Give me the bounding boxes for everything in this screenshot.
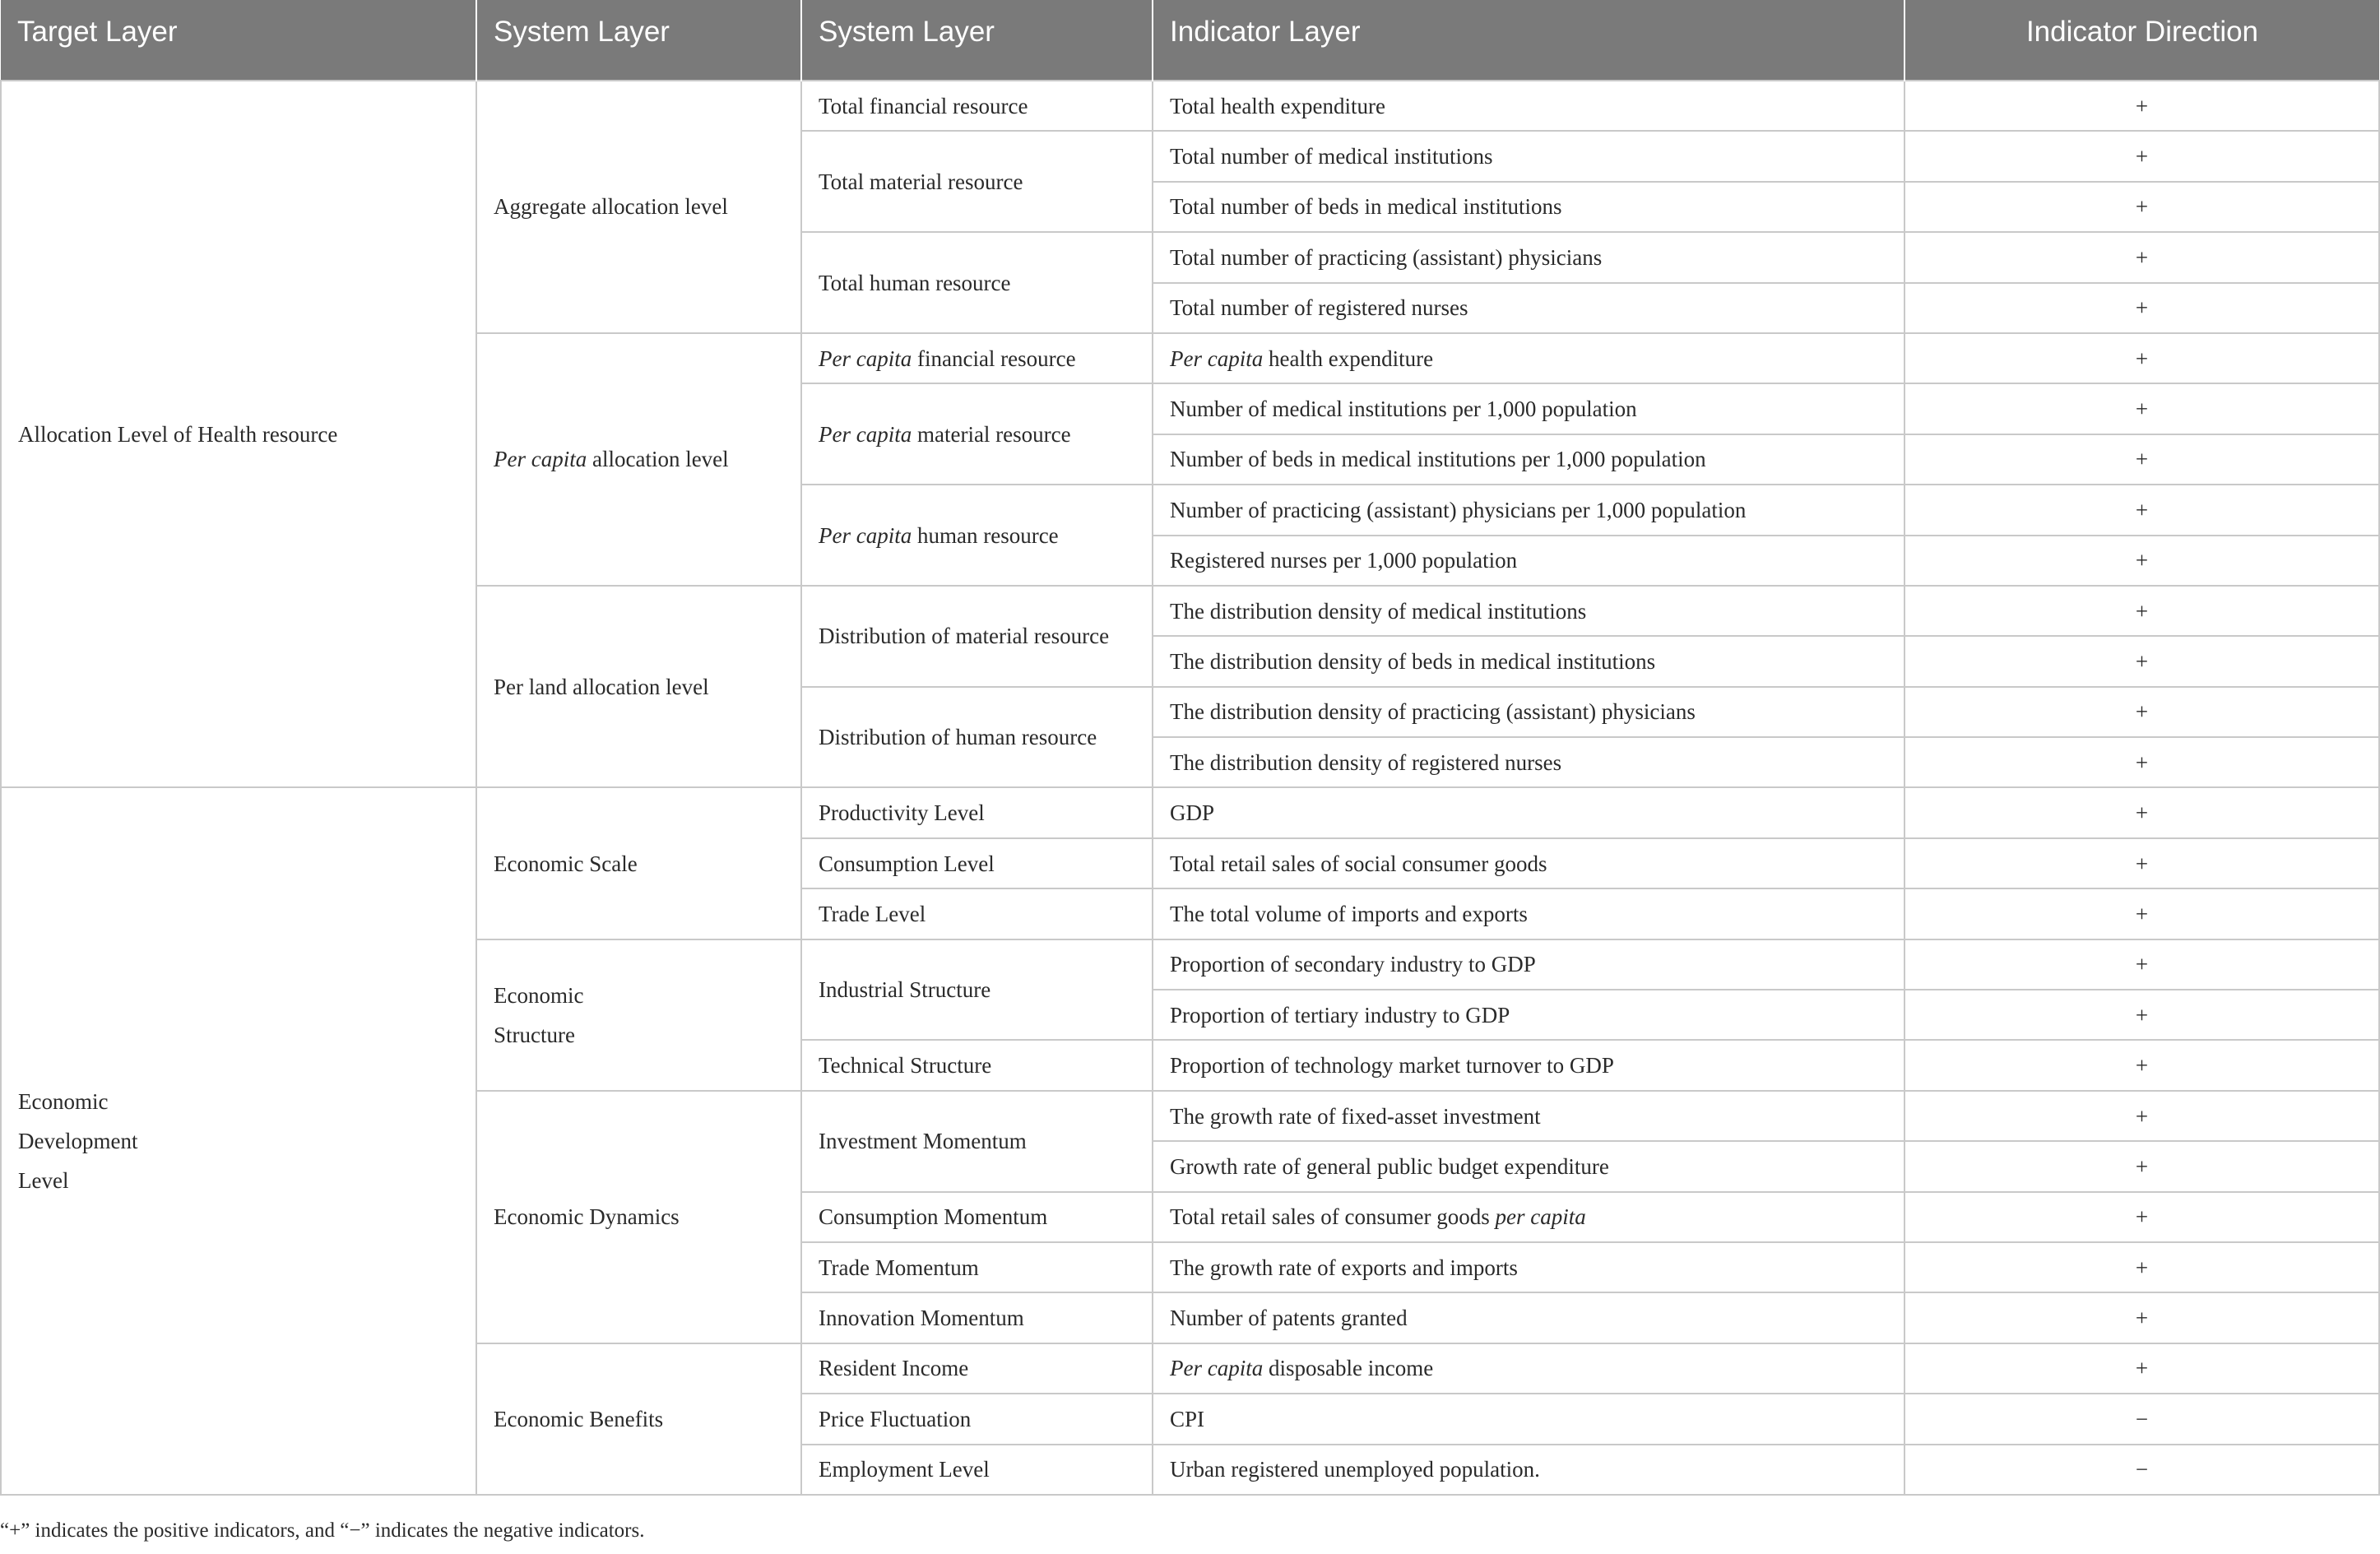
subsystem-cell: Distribution of human resource (801, 687, 1153, 788)
system-cell-econ-structure (476, 939, 801, 1091)
direction-cell: + (1904, 536, 2379, 586)
subsystem-text: human resource (912, 522, 1059, 548)
direction-cell: + (1904, 182, 2379, 232)
direction-cell: + (1904, 1242, 2379, 1292)
subsystem-text: financial resource (912, 346, 1076, 371)
direction-cell: + (1904, 787, 2379, 837)
direction-cell: + (1904, 636, 2379, 686)
indicator-cell: Proportion of tertiary industry to GDP (1153, 990, 1904, 1040)
direction-cell: + (1904, 586, 2379, 636)
direction-cell: + (1904, 687, 2379, 737)
subsystem-cell: Industrial Structure (801, 939, 1153, 1041)
indicator-cell: Total number of beds in medical institutions (1153, 182, 1904, 232)
header-indicator-direction: Indicator Direction (1904, 0, 2379, 81)
indicator-cell: Number of practicing (assistant) physicians per 1,000 population (1153, 485, 1904, 535)
subsystem-cell: Consumption Momentum (801, 1192, 1153, 1242)
subsystem-cell (801, 333, 1153, 383)
subsystem-cell: Total human resource (801, 232, 1153, 333)
indicator-cell: Registered nurses per 1,000 population (1153, 536, 1904, 586)
subsystem-cell: Technical Structure (801, 1040, 1153, 1090)
subsystem-cell: Innovation Momentum (801, 1292, 1153, 1343)
system-cell-per-capita (476, 333, 801, 586)
indicator-cell: The distribution density of practicing (assistant) physicians (1153, 687, 1904, 737)
subsystem-cell: Resident Income (801, 1343, 1153, 1394)
system-cell-per-land: Per land allocation level (476, 586, 801, 788)
header-system-layer: System Layer (476, 0, 801, 81)
header-row (1, 0, 2379, 81)
direction-cell: + (1904, 232, 2379, 282)
direction-cell: + (1904, 1192, 2379, 1242)
table-footnote: “+” indicates the positive indicators, and “−” indicates the negative indicators. (0, 1519, 645, 1542)
indicator-cell: The total volume of imports and exports (1153, 888, 1904, 939)
indicator-cell: Total number of medical institutions (1153, 131, 1904, 181)
subsystem-cell: Trade Level (801, 888, 1153, 939)
table-row (1, 81, 2379, 131)
indicator-cell: Total number of practicing (assistant) physicians (1153, 232, 1904, 282)
indicator-cell: Proportion of secondary industry to GDP (1153, 939, 1904, 990)
subsystem-cell: Investment Momentum (801, 1091, 1153, 1192)
direction-cell: + (1904, 990, 2379, 1040)
subsystem-text: material resource (912, 421, 1071, 447)
system-text: allocation level (587, 447, 729, 472)
direction-cell: + (1904, 737, 2379, 787)
indicator-cell: Growth rate of general public budget expenditure (1153, 1141, 1904, 1191)
system-cell-econ-dynamics: Economic Dynamics (476, 1091, 801, 1343)
target-cell-health: Allocation Level of Health resource (1, 81, 476, 787)
indicator-cell: The distribution density of beds in medical institutions (1153, 636, 1904, 686)
indicator-text: health expenditure (1263, 346, 1434, 371)
indicator-cell: Proportion of technology market turnover to GDP (1153, 1040, 1904, 1090)
direction-cell: + (1904, 1292, 2379, 1343)
target-cell-economic (1, 787, 476, 1494)
indicator-cell: The growth rate of fixed-asset investment (1153, 1091, 1904, 1141)
subsystem-cell (801, 485, 1153, 586)
system-line: Structure (494, 1022, 575, 1047)
system-line: Economic (494, 982, 584, 1008)
italic-text: Per capita (1170, 346, 1264, 371)
direction-cell: + (1904, 1040, 2379, 1090)
subsystem-cell: Employment Level (801, 1445, 1153, 1495)
indicator-cell (1153, 1192, 1904, 1242)
subsystem-cell: Price Fluctuation (801, 1394, 1153, 1444)
italic-text: Per capita (819, 421, 912, 447)
system-cell-econ-scale: Economic Scale (476, 787, 801, 939)
direction-cell: + (1904, 888, 2379, 939)
indicator-text: Total retail sales of consumer goods (1170, 1204, 1496, 1230)
direction-cell: + (1904, 1141, 2379, 1191)
indicator-text: disposable income (1263, 1356, 1434, 1381)
indicator-cell: The distribution density of registered nurses (1153, 737, 1904, 787)
indicator-cell (1153, 333, 1904, 383)
italic-text: Per capita (1170, 1356, 1264, 1381)
italic-text: Per capita (819, 346, 912, 371)
direction-cell: + (1904, 383, 2379, 434)
subsystem-cell: Productivity Level (801, 787, 1153, 837)
indicator-cell: Total retail sales of social consumer goods (1153, 838, 1904, 888)
direction-cell: + (1904, 434, 2379, 485)
indicator-cell: Number of beds in medical institutions per 1,000 population (1153, 434, 1904, 485)
indicator-cell: GDP (1153, 787, 1904, 837)
target-line: Economic (18, 1089, 109, 1115)
indicator-cell: The distribution density of medical institutions (1153, 586, 1904, 636)
direction-cell: + (1904, 131, 2379, 181)
direction-cell: + (1904, 283, 2379, 333)
italic-text: per capita (1495, 1204, 1586, 1230)
indicator-cell: The growth rate of exports and imports (1153, 1242, 1904, 1292)
header-subsystem-layer: System Layer (801, 0, 1153, 81)
direction-cell: − (1904, 1394, 2379, 1444)
direction-cell: + (1904, 1091, 2379, 1141)
direction-cell: + (1904, 485, 2379, 535)
indicator-cell: Number of medical institutions per 1,000 population (1153, 383, 1904, 434)
direction-cell: − (1904, 1445, 2379, 1495)
direction-cell: + (1904, 1343, 2379, 1394)
direction-cell: + (1904, 81, 2379, 131)
indicator-cell (1153, 1343, 1904, 1394)
system-cell-econ-benefits: Economic Benefits (476, 1343, 801, 1495)
indicator-cell: Total health expenditure (1153, 81, 1904, 131)
italic-text: Per capita (494, 447, 587, 472)
header-target-layer: Target Layer (1, 0, 476, 81)
subsystem-cell: Distribution of material resource (801, 586, 1153, 687)
subsystem-cell: Total financial resource (801, 81, 1153, 131)
header-indicator-layer: Indicator Layer (1153, 0, 1904, 81)
direction-cell: + (1904, 838, 2379, 888)
table-row (1, 787, 2379, 837)
subsystem-cell (801, 383, 1153, 485)
direction-cell: + (1904, 333, 2379, 383)
subsystem-cell: Consumption Level (801, 838, 1153, 888)
system-cell-aggregate: Aggregate allocation level (476, 81, 801, 333)
indicator-cell: Total number of registered nurses (1153, 283, 1904, 333)
target-line: Level (18, 1168, 69, 1194)
direction-cell: + (1904, 939, 2379, 990)
indicator-cell: Urban registered unemployed population. (1153, 1445, 1904, 1495)
italic-text: Per capita (819, 522, 912, 548)
subsystem-cell: Trade Momentum (801, 1242, 1153, 1292)
target-line: Development (18, 1129, 138, 1154)
indicator-cell: Number of patents granted (1153, 1292, 1904, 1343)
indicator-cell: CPI (1153, 1394, 1904, 1444)
subsystem-cell: Total material resource (801, 131, 1153, 232)
